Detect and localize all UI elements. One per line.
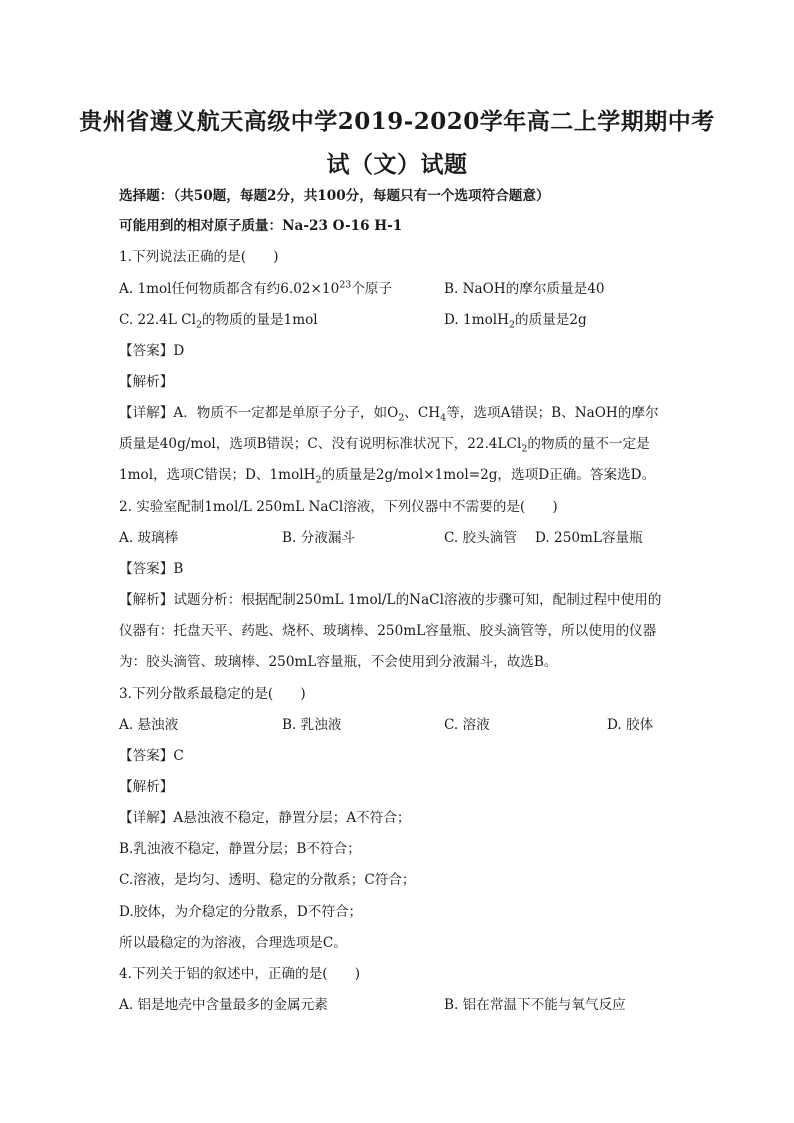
doc-title-line2: 试（文）试题 (326, 151, 468, 178)
q3-option-a: A. 悬浊液 (119, 717, 179, 733)
q3-option-b: B. 乳浊液 (282, 717, 342, 733)
q1-option-a: A. 1mol任何物质都含有约$6.02\times 10^{23}$个原子 (119, 279, 393, 297)
choice-instructions: 选择题：（共50题，每题2分，共100分，每题只有一个选项符合题意） (119, 188, 550, 204)
q3-detail-line1: 【详解】A悬浊液不稳定，静置分层；A不符合； (119, 810, 411, 826)
q1-detail-line1: 【详解】A．物质不一定都是单原子分子，如$O_2$、$CH_4$等，选项A错误；B、NaOH的摩尔 (119, 405, 659, 424)
q3-detail-line5: 所以最稳定的为溶液，合理选项是C。 (119, 935, 347, 951)
q3-option-c: C. 溶液 (444, 717, 490, 733)
q3-detail-line4: D.胶体，为介稳定的分散系，D不符合； (119, 904, 363, 920)
doc-title-line1: 贵州省遵义航天高级中学2019-2020学年高二上学期期中考 (79, 108, 715, 135)
atomic-mass-note: 可能用到的相对原子质量：Na-23 O-16 H-1 (119, 218, 403, 234)
q3-analysis-label: 【解析】 (119, 779, 174, 795)
q1-analysis-label: 【解析】 (119, 374, 174, 390)
q1-option-d: D. 1molH$_2$的质量是2g (444, 312, 587, 331)
q4-stem: 4.下列关于铝的叙述中，正确的是( ) (119, 966, 361, 982)
q1-option-c: C. 22.4L $Cl_2$的物质的量是1mol (119, 312, 318, 331)
q2-option-c: C. 胶头滴管 (444, 530, 517, 546)
q2-option-b: B. 分液漏斗 (282, 530, 356, 546)
q2-analysis-line2: 仪器有：托盘天平、药匙、烧杯、玻璃棒、250mL容量瓶、胶头滴管等，所以使用的仪器 (119, 623, 657, 639)
q2-analysis-line3: 为：胶头滴管、玻璃棒、250mL容量瓶，不会使用到分液漏斗，故选B。 (119, 654, 558, 670)
q2-stem: 2. 实验室配制1mol/L 250mL NaCl溶液，下列仪器中不需要的是( ) (119, 499, 558, 515)
q2-answer: 【答案】B (119, 561, 184, 577)
q4-option-b: B. 铝在常温下不能与氧气反应 (444, 997, 626, 1013)
q1-detail-line3: 1mol，选项C错误；D、1molH$_2$的质量是2g/mol×1mol=2g，选项D正确。答案选D。 (119, 467, 656, 486)
q2-option-a: A. 玻璃棒 (119, 530, 179, 546)
q3-detail-line3: C.溶液，是均匀、透明、稳定的分散系；C符合； (119, 872, 416, 888)
q3-stem: 3.下列分散系最稳定的是( ) (119, 686, 306, 702)
q3-option-d: D. 胶体 (607, 717, 654, 733)
q4-option-a: A. 铝是地壳中含量最多的金属元素 (119, 997, 328, 1013)
q1-stem: 1.下列说法正确的是( ) (119, 249, 279, 265)
q2-analysis-line1: 【解析】试题分析：根据配制250mL 1mol/L的NaCl溶液的步骤可知，配制过程中使用的 (119, 592, 662, 608)
q3-answer: 【答案】C (119, 748, 184, 764)
q1-detail-line2: 质量是40g/mol，选项B错误；C、没有说明标准状况下，22.4LCl$_2$的物质的量不一定是 (119, 436, 650, 455)
q1-answer: 【答案】D (119, 343, 185, 359)
q3-detail-line2: B.乳浊液不稳定，静置分层；B不符合； (119, 841, 361, 857)
q2-option-d: D. 250mL容量瓶 (535, 530, 643, 546)
q1-option-b: B. NaOH的摩尔质量是40 (444, 281, 605, 297)
